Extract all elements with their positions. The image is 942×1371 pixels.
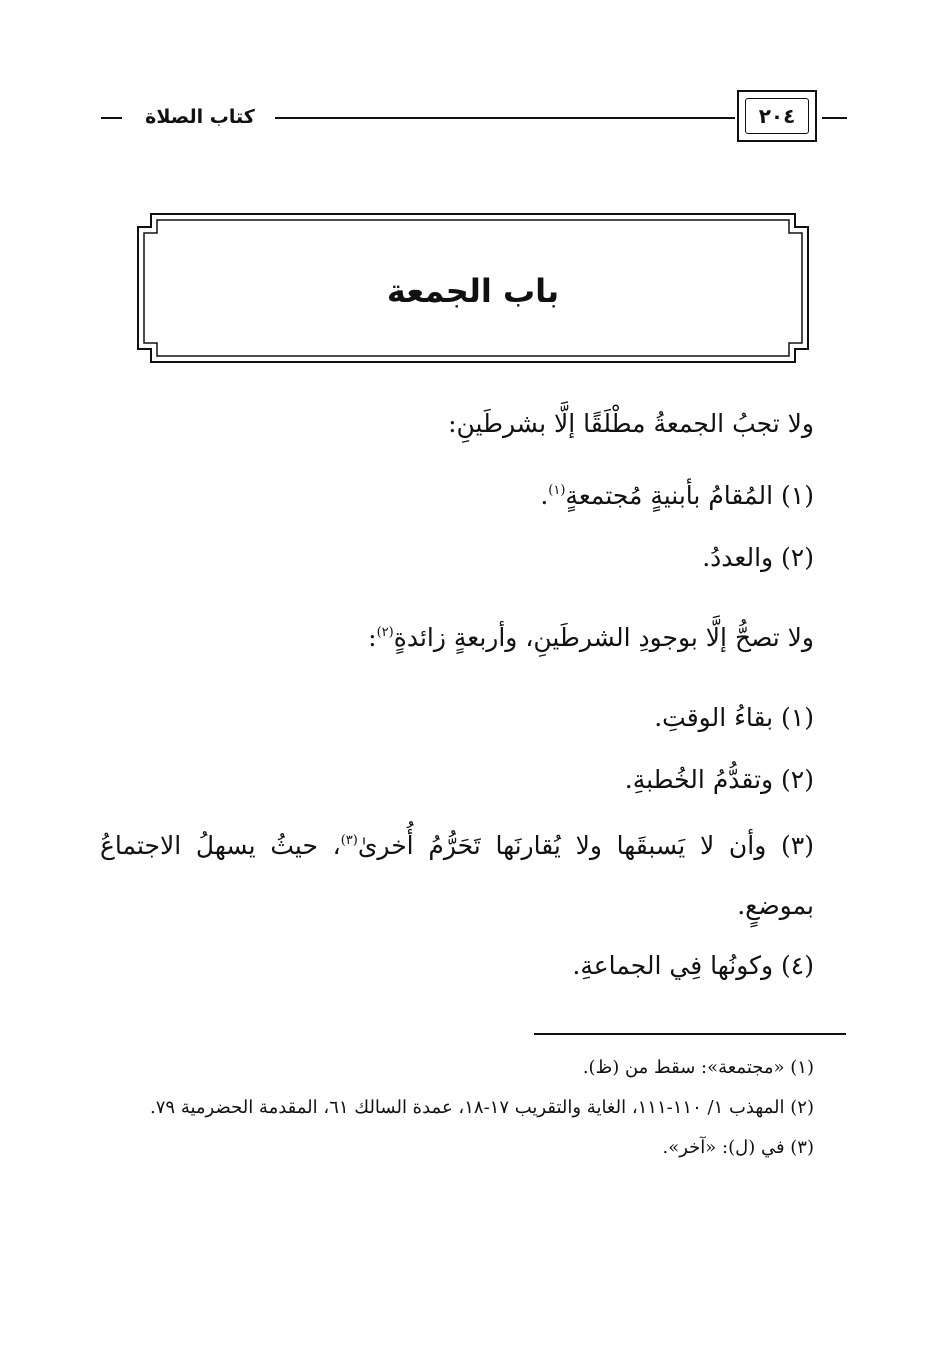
- header-rule-middle: [275, 117, 735, 119]
- footnote-1: (١) «مجتمعة»: سقط من (ظ).: [582, 1057, 814, 1078]
- text-run: .: [540, 481, 549, 510]
- list-item-condition-2: (٢) والعددُ.: [702, 543, 814, 572]
- spacer: [100, 450, 814, 470]
- text-run: (٣) وأن لا يَسبقَها ولا يُقارنَها تَحَرُّمُ أُخرىٰ: [357, 831, 814, 860]
- header-rule-left: [101, 117, 122, 119]
- chapter-title-frame: [137, 213, 809, 363]
- list-item-requirement-2: (٢) وتقدُّمُ الخُطبةِ.: [624, 765, 814, 794]
- header-rule-right: [822, 117, 847, 119]
- text-run: ولا تصحُّ إلَّا بوجودِ الشرطَينِ، وأربعةٍ زائدةٍ: [393, 623, 814, 652]
- list-item-requirement-1: (١) بقاءُ الوقتِ.: [654, 703, 814, 732]
- list-item-requirement-3: [100, 816, 814, 936]
- footnote-ref-3: (٣): [340, 833, 358, 848]
- footnote-2: (٢) المهذب ١/ ١١٠-١١١، الغاية والتقريب ١٧-١٨، عمدة السالك ٦١، المقدمة الحضرمية ٧٩.: [150, 1097, 814, 1118]
- spacer: [100, 594, 814, 612]
- footnote-3: (٣) في (ل): «آخر».: [662, 1137, 814, 1158]
- text-run: (١) المُقامُ بأبنيةٍ مُجتمعةٍ: [565, 481, 814, 510]
- text-run: :: [368, 623, 377, 652]
- list-item-requirement-4: (٤) وكونُها فِي الجماعةِ.: [572, 951, 814, 980]
- footnotes: [100, 1048, 814, 1168]
- footnote-ref-2: (٢): [376, 625, 394, 640]
- chapter-title: باب الجمعة: [386, 272, 560, 310]
- footnote-ref-1: (١): [548, 483, 566, 498]
- footnote-separator: [534, 1033, 846, 1035]
- main-text: [100, 398, 814, 996]
- paragraph-intro-requirements: [100, 612, 814, 674]
- paragraph-intro-conditions: ولا تجبُ الجمعةُ مطْلَقًا إلَّا بشرطَينِ:: [448, 409, 814, 438]
- page-number: ٢٠٤: [745, 98, 809, 134]
- spacer: [100, 674, 814, 692]
- text-run: ، حيثُ يسهلُ الاجتماعُ بموضعٍ.: [100, 831, 814, 920]
- list-item-condition-1: [100, 470, 814, 532]
- page-number-box: [737, 90, 817, 142]
- running-header-title: كتاب الصلاة: [145, 106, 255, 128]
